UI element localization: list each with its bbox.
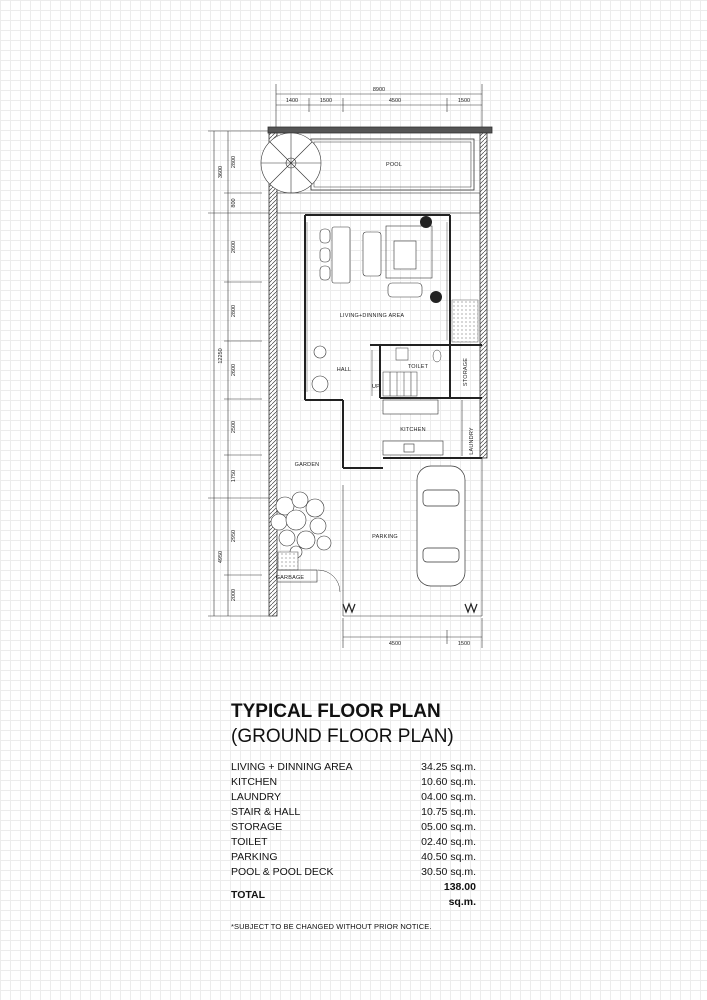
gate-posts <box>343 604 477 612</box>
area-name: TOILET <box>231 836 268 848</box>
area-value: 10.60 sq.m. <box>421 776 476 788</box>
area-value: 30.50 sq.m. <box>421 866 476 878</box>
dim-top-3: 4500 <box>388 98 402 104</box>
room-label-parking: PARKING <box>372 534 398 540</box>
dim-left-inner-7: 1750 <box>231 469 237 483</box>
area-value: 34.25 sq.m. <box>421 761 476 773</box>
room-label-kitchen: KITCHEN <box>400 427 426 433</box>
pool-deck <box>277 193 480 213</box>
area-name: LIVING + DINNING AREA <box>231 761 353 773</box>
dim-left-inner-2: 800 <box>231 198 237 208</box>
plan-subtitle: (GROUND FLOOR PLAN) <box>231 726 454 747</box>
area-name: PARKING <box>231 851 278 863</box>
left-dimensions <box>208 131 270 616</box>
room-label-garden: GARDEN <box>294 462 320 468</box>
hall-furniture <box>312 346 328 392</box>
room-label-up: UP <box>371 384 381 390</box>
area-legend <box>231 700 491 931</box>
area-row <box>231 850 476 865</box>
gate-swing <box>318 570 340 592</box>
area-name: KITCHEN <box>231 776 278 788</box>
area-row <box>231 775 476 790</box>
area-row <box>231 760 476 775</box>
column-b <box>430 291 442 303</box>
dim-top-total: 8900 <box>372 87 386 93</box>
area-row <box>231 790 476 805</box>
toilet-fixtures <box>396 348 441 362</box>
area-value: 02.40 sq.m. <box>421 836 476 848</box>
room-label-laundry: LAUNDRY <box>469 427 475 455</box>
spiral-stair <box>261 133 321 193</box>
area-row <box>231 835 476 850</box>
garden-planter <box>278 552 298 570</box>
dim-left-inner-4: 2800 <box>231 304 237 318</box>
area-row <box>231 865 476 880</box>
terrace-paving <box>452 300 478 342</box>
room-label-garbage: GARBAGE <box>275 575 305 581</box>
area-name: STORAGE <box>231 821 283 833</box>
dim-left-inner-1: 2800 <box>231 155 237 169</box>
area-value: 05.00 sq.m. <box>421 821 476 833</box>
dim-left-outer-3: 4950 <box>218 550 224 564</box>
dim-left-inner-6: 2500 <box>231 420 237 434</box>
area-table-body <box>231 760 476 910</box>
area-value: 04.00 sq.m. <box>421 791 476 803</box>
dim-bottom-2: 1500 <box>457 641 471 647</box>
disclaimer-note: *SUBJECT TO BE CHANGED WITHOUT PRIOR NOTICE. <box>231 922 432 931</box>
area-value: 10.75 sq.m. <box>421 806 476 818</box>
area-name: STAIR & HALL <box>231 806 301 818</box>
area-total-row <box>231 880 476 910</box>
dim-left-inner-5: 2600 <box>231 363 237 377</box>
area-name: LAUNDRY <box>231 791 281 803</box>
area-row <box>231 805 476 820</box>
dim-left-outer-1: 3600 <box>218 165 224 179</box>
car-outline <box>417 466 465 586</box>
room-label-hall: HALL <box>336 367 352 373</box>
plan-title: TYPICAL FLOOR PLAN <box>231 701 441 722</box>
dim-left-inner-3: 2600 <box>231 240 237 254</box>
dim-top-4: 1500 <box>457 98 471 104</box>
room-label-toilet: TOILET <box>407 364 429 370</box>
area-name: POOL & POOL DECK <box>231 866 334 878</box>
area-name: TOTAL <box>231 888 266 901</box>
dim-bottom-1: 4500 <box>388 641 402 647</box>
dim-left-inner-8: 2950 <box>231 529 237 543</box>
living-furniture <box>320 226 432 297</box>
area-value: 40.50 sq.m. <box>421 851 476 863</box>
room-label-storage: STORAGE <box>463 357 469 387</box>
area-value: 138.00 sq.m. <box>443 881 476 908</box>
column-a <box>420 216 432 228</box>
dim-top-2: 1500 <box>319 98 333 104</box>
area-row <box>231 820 476 835</box>
area-table <box>231 760 476 910</box>
dim-left-outer-2: 12250 <box>218 348 224 364</box>
dim-left-inner-9: 2000 <box>231 588 237 602</box>
room-label-living: LIVING+DINNING AREA <box>339 313 405 319</box>
dim-top-1: 1400 <box>285 98 299 104</box>
room-label-pool: POOL <box>385 162 403 168</box>
garden-tree <box>271 492 331 558</box>
